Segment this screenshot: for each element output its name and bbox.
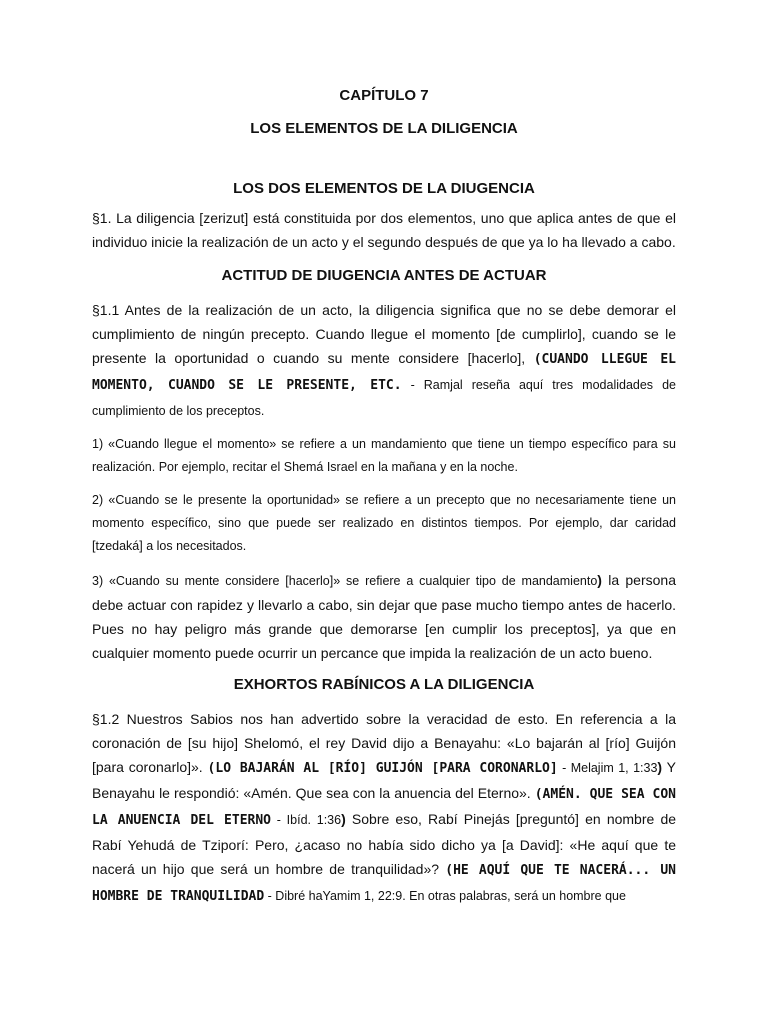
paragraph-text: Y Benayahu le respondió: «Amén. Que sea con la anuencia del Eterno».	[92, 759, 677, 801]
source-reference: - Melajim 1, 1:33	[557, 761, 658, 775]
source-reference: - Dibré haYamim 1, 22:9. En otras palabras, será un hombre que	[264, 889, 626, 903]
paragraph-1-1	[92, 298, 676, 423]
page-content	[92, 78, 676, 909]
closing-paren: )	[597, 572, 602, 588]
section-heading-elements: LOS DOS ELEMENTOS DE LA DIUGENCIA	[233, 180, 535, 197]
inline-commentary-quote: (CUANDO LLEGUE EL MOMENTO, CUANDO SE LE PRESENTE, ETC.	[92, 352, 676, 393]
note-2: 2) «Cuando se le presente la oportunidad» se refiere a un precepto que no necesariamente tiene un momento específico, sino que puede ser realizado en distintos tiempos. Por ejemplo, dar caridad [tzedaká] a los necesitados.	[92, 493, 676, 553]
inline-commentary-quote: (LO BAJARÁN AL [RÍO] GUIJÓN [PARA CORONARLO]	[207, 761, 558, 776]
paragraph-text: Sobre eso, Rabí Pinejás [preguntó] en nombre de Rabí Yehudá de Tziporí: Pero, ¿acaso no había sido dicho ya [a David]: «He aquí que te nacerá un hijo que será un hombre de tranquilidad»?	[92, 811, 677, 877]
note-1: 1) «Cuando llegue el momento» se refiere a un mandamiento que tiene un tiempo específico para su realización. Por ejemplo, recitar el Shemá Israel en la mañana y en la noche.	[92, 437, 676, 474]
paragraph-1-2	[92, 707, 676, 909]
closing-paren: )	[657, 759, 663, 775]
section-heading-exhortations: EXHORTOS RABÍNICOS A LA DILIGENCIA	[233, 676, 535, 693]
chapter-title: LOS ELEMENTOS DE LA DILIGENCIA	[250, 120, 518, 137]
paragraph-1: §1. La diligencia [zerizut] está constituida por dos elementos, uno que aplica antes de que el individuo inicie la realización de un acto y el segundo después de que ya lo ha llevado a cabo.	[92, 210, 676, 250]
paragraph-text: §1.1 Antes de la realización de un acto, la diligencia significa que no se debe demorar el cumplimiento de ningún precepto. Cuando llegue el momento [de cumplirlo], cuando se le presente la oportunidad o cuando su mente considere [hacerlo],	[92, 302, 676, 366]
paragraph-text: la persona debe actuar con rapidez y llevarlo a cabo, sin dejar que pase mucho tiempo antes de hacerlo. Pues no hay peligro más grande que demorarse [en cumplir los preceptos], ya que en cualquier momento puede ocurrir un percance que impida la realización de un acto bueno.	[92, 572, 676, 661]
commentary-note: - Ramjal reseña aquí tres modalidades de cumplimiento de los preceptos.	[92, 378, 676, 418]
inline-commentary-quote: (HE AQUÍ QUE TE NACERÁ... UN HOMBRE DE TRANQUILIDAD	[92, 863, 677, 904]
chapter-label: CAPÍTULO 7	[339, 87, 429, 104]
section-heading-before-acting: ACTITUD DE DIUGENCIA ANTES DE ACTUAR	[221, 267, 547, 284]
inline-commentary-quote: (AMÉN. QUE SEA CON LA ANUENCIA DEL ETERNO	[92, 787, 676, 828]
closing-paren: )	[341, 811, 346, 827]
note-3-text: 3) «Cuando su mente considere [hacerlo]» se refiere a cualquier tipo de mandamiento	[92, 574, 598, 588]
note-3	[92, 568, 676, 665]
paragraph-text: §1.2 Nuestros Sabios nos han advertido sobre la veracidad de esto. En referencia a la coronación de [su hijo] Shelomó, el rey David dijo a Benayahu: «Lo bajarán al [río] Guijón [para coronarlo]».	[92, 711, 676, 775]
source-reference: - Ibíd. 1:36	[271, 813, 342, 827]
